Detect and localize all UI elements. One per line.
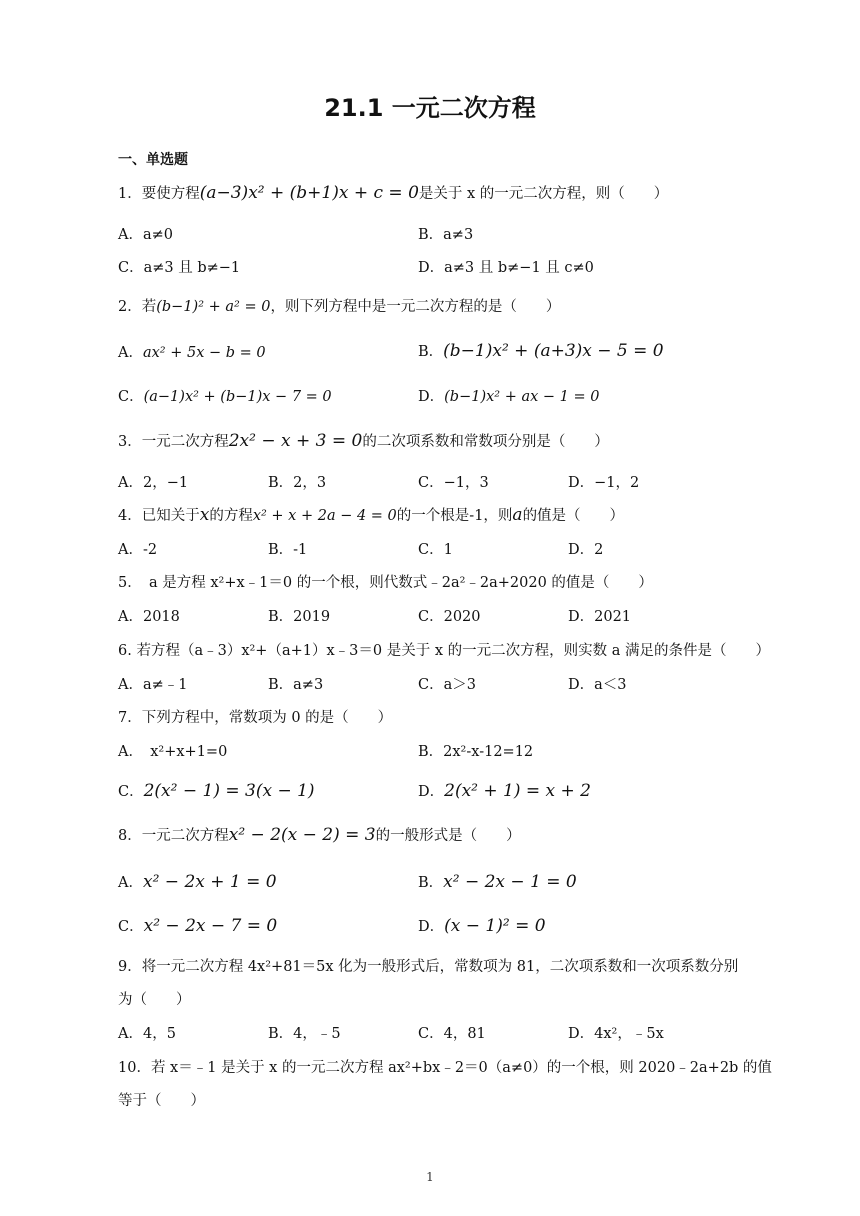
question-3-option-d: D．−1，2 bbox=[568, 475, 640, 491]
question-1-option-d: D．a≠3 且 b≠−1 且 c≠0 bbox=[418, 260, 594, 276]
question-1-option-b: B．a≠3 bbox=[418, 227, 474, 243]
question-4-option-c: C．1 bbox=[418, 542, 453, 558]
question-5-option-c: C．2020 bbox=[418, 609, 481, 625]
question-2-option-c: C．(a−1)x² + (b−1)x − 7 = 0 bbox=[118, 389, 332, 405]
question-2-option-a: A．ax² + 5x − b = 0 bbox=[118, 345, 266, 361]
question-10-stem-line-1: 10．若 x＝﹣1 是关于 x 的一元二次方程 ax²+bx﹣2＝0（a≠0）的一个根，则 2020﹣2a+2b 的值 bbox=[118, 1060, 772, 1076]
question-4-option-d: D．2 bbox=[568, 542, 604, 558]
question-7-option-c: C．2(x² − 1) = 3(x − 1) bbox=[118, 781, 315, 801]
question-1-option-a: A．a≠0 bbox=[118, 227, 173, 243]
question-4-option-b: B．-1 bbox=[268, 542, 308, 558]
question-9-stem-line-1: 9．将一元二次方程 4x²+81＝5x 化为一般形式后，常数项为 81，二次项系数和一次项系数分别 bbox=[118, 959, 739, 975]
question-3-stem: 3．一元二次方程2x² − x + 3 = 0的二次项系数和常数项分别是（ ） bbox=[118, 431, 609, 451]
question-5-option-b: B．2019 bbox=[268, 609, 331, 625]
question-3-option-b: B．2，3 bbox=[268, 475, 327, 491]
question-3-option-a: A．2，−1 bbox=[118, 475, 189, 491]
question-6-option-b: B．a≠3 bbox=[268, 677, 324, 693]
question-2-option-d: D．(b−1)x² + ax − 1 = 0 bbox=[418, 389, 600, 405]
question-9-option-d: D．4x²，﹣5x bbox=[568, 1026, 664, 1042]
question-1-stem: 1．要使方程(a−3)x² + (b+1)x + c = 0是关于 x 的一元二次方程，则（ ） bbox=[118, 183, 669, 203]
question-9-option-a: A．4，5 bbox=[118, 1026, 176, 1042]
question-9-stem-line-2: 为（ ） bbox=[118, 992, 191, 1008]
question-2-stem: 2．若(b−1)² + a² = 0，则下列方程中是一元二次方程的是（ ） bbox=[118, 299, 561, 315]
question-5-option-a: A．2018 bbox=[118, 609, 180, 625]
question-8-option-a: A．x² − 2x + 1 = 0 bbox=[118, 872, 277, 892]
question-3-option-c: C．−1，3 bbox=[418, 475, 489, 491]
question-5-stem: 5． a 是方程 x²+x﹣1＝0 的一个根，则代数式﹣2a²﹣2a+2020 的值是（ ） bbox=[118, 575, 653, 591]
question-6-option-a: A．a≠﹣1 bbox=[118, 677, 188, 693]
question-10-stem-line-2: 等于（ ） bbox=[118, 1093, 205, 1109]
question-7-option-d: D．2(x² + 1) = x + 2 bbox=[418, 781, 591, 801]
question-8-stem: 8．一元二次方程x² − 2(x − 2) = 3的一般形式是（ ） bbox=[118, 825, 521, 845]
question-4-option-a: A．-2 bbox=[118, 542, 158, 558]
question-2-option-b: B．(b−1)x² + (a+3)x − 5 = 0 bbox=[418, 341, 664, 361]
question-6-stem: 6. 若方程（a﹣3）x²+（a+1）x﹣3＝0 是关于 x 的一元二次方程，则实数 a 满足的条件是（ ） bbox=[118, 643, 770, 659]
question-6-option-d: D．a＜3 bbox=[568, 677, 627, 693]
question-4-stem: 4．已知关于x的方程x² + x + 2a − 4 = 0的一个根是-1，则a的值是（ ） bbox=[118, 505, 625, 525]
question-6-option-c: C．a＞3 bbox=[418, 677, 476, 693]
section-heading: 一、单选题 bbox=[118, 152, 188, 168]
page-title: 21.1 一元二次方程 bbox=[324, 94, 536, 122]
question-7-stem: 7．下列方程中，常数项为 0 的是（ ） bbox=[118, 710, 393, 726]
question-5-option-d: D．2021 bbox=[568, 609, 632, 625]
question-7-option-a: A． x²+x+1=0 bbox=[118, 744, 228, 760]
question-8-option-c: C．x² − 2x − 7 = 0 bbox=[118, 916, 278, 936]
page-number: 1 bbox=[426, 1170, 434, 1184]
question-9-option-b: B．4，﹣5 bbox=[268, 1026, 341, 1042]
question-1-option-c: C．a≠3 且 b≠−1 bbox=[118, 260, 241, 276]
question-8-option-d: D．(x − 1)² = 0 bbox=[418, 916, 546, 936]
question-7-option-b: B．2x²-x-12=12 bbox=[418, 744, 534, 760]
question-9-option-c: C．4，81 bbox=[418, 1026, 486, 1042]
question-8-option-b: B．x² − 2x − 1 = 0 bbox=[418, 872, 577, 892]
